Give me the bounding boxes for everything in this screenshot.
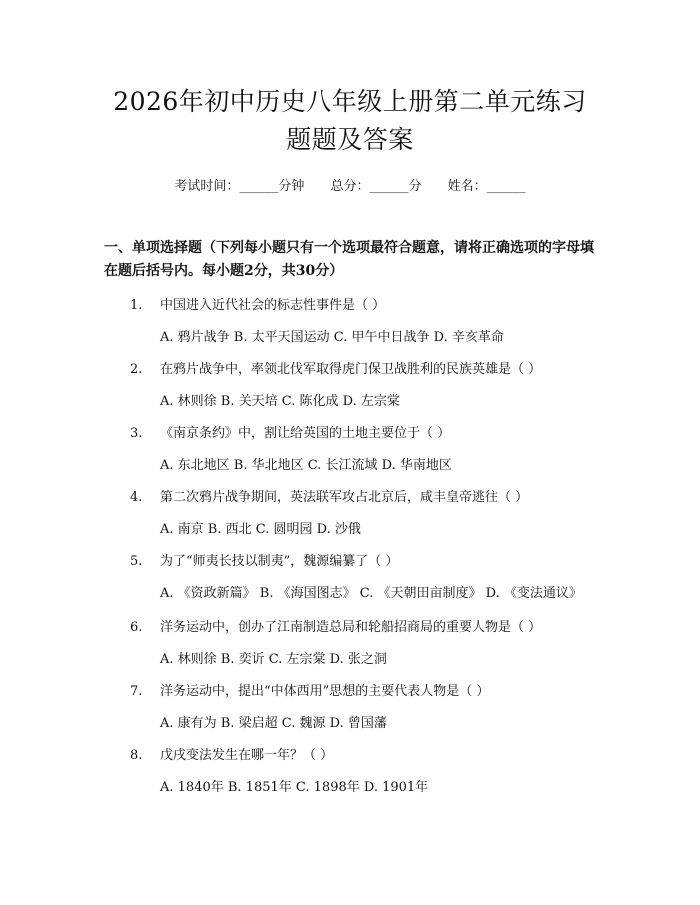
question-4-options: A. 南京 B. 西北 C. 圆明园 D. 沙俄 (160, 522, 361, 537)
exam-score: 总分：______分 (330, 179, 422, 194)
question-text: 第二次鸦片战争期间，英法联军攻占北京后，咸丰皇帝逃往（ ） (160, 490, 529, 505)
question-text: 《南京条约》中，割让给英国的土地主要位于（ ） (160, 426, 451, 441)
question-text: 戊戌变法发生在哪一年？（ ） (160, 748, 334, 763)
question-number: 3. (130, 426, 143, 441)
question-6-options: A. 林则徐 B. 奕䜣 C. 左宗棠 D. 张之洞 (160, 652, 387, 667)
question-number: 4. (130, 490, 143, 505)
question-text: 为了“师夷长技以制夷”，魏源编纂了（ ） (160, 554, 399, 569)
exam-name: 姓名：______ (447, 179, 526, 194)
question-number: 6. (130, 620, 143, 635)
question-2 (104, 360, 596, 379)
question-number: 1. (130, 298, 143, 313)
question-text: 洋务运动中，提出“中体西用”思想的主要代表人物是（ ） (160, 684, 490, 699)
question-5 (104, 552, 596, 571)
question-8 (104, 746, 596, 765)
question-text: 洋务运动中，创办了江南制造总局和轮船招商局的重要人物是（ ） (160, 620, 542, 635)
question-3 (104, 424, 596, 443)
question-number: 2. (130, 362, 143, 377)
question-8-options: A. 1840年 B. 1851年 C. 1898年 D. 1901年 (160, 780, 429, 795)
question-text: 中国进入近代社会的标志性事件是（ ） (160, 298, 386, 313)
section-heading: 一、单项选择题（下列每小题只有一个选项最符合题意，请将正确选项的字母填在题后括号内。每小题2分，共30分） (104, 240, 594, 279)
page-title: 2026年初中历史八年级上册第二单元练习题题及答案 (113, 87, 587, 154)
question-number: 7. (130, 684, 143, 699)
question-7-options: A. 康有为 B. 梁启超 C. 魏源 D. 曾国藩 (160, 716, 387, 731)
question-2-options: A. 林则徐 B. 关天培 C. 陈化成 D. 左宗棠 (160, 394, 400, 409)
question-4 (104, 488, 596, 507)
exam-info (104, 177, 596, 197)
question-6 (104, 618, 596, 637)
exam-time: 考试时间：______分钟 (174, 179, 305, 194)
question-number: 5. (130, 554, 143, 569)
question-7 (104, 682, 596, 701)
question-1 (104, 296, 596, 315)
question-text: 在鸦片战争中，率领北伐军取得虎门保卫战胜利的民族英雄是（ ） (160, 362, 542, 377)
question-number: 8. (130, 748, 143, 763)
question-5-options: A. 《资政新篇》 B. 《海国图志》 C. 《天朝田亩制度》 D. 《变法通议》 (160, 586, 582, 601)
question-list (104, 296, 596, 797)
question-3-options: A. 东北地区 B. 华北地区 C. 长江流域 D. 华南地区 (160, 458, 452, 473)
question-1-options: A. 鸦片战争 B. 太平天国运动 C. 甲午中日战争 D. 辛亥革命 (160, 330, 504, 345)
